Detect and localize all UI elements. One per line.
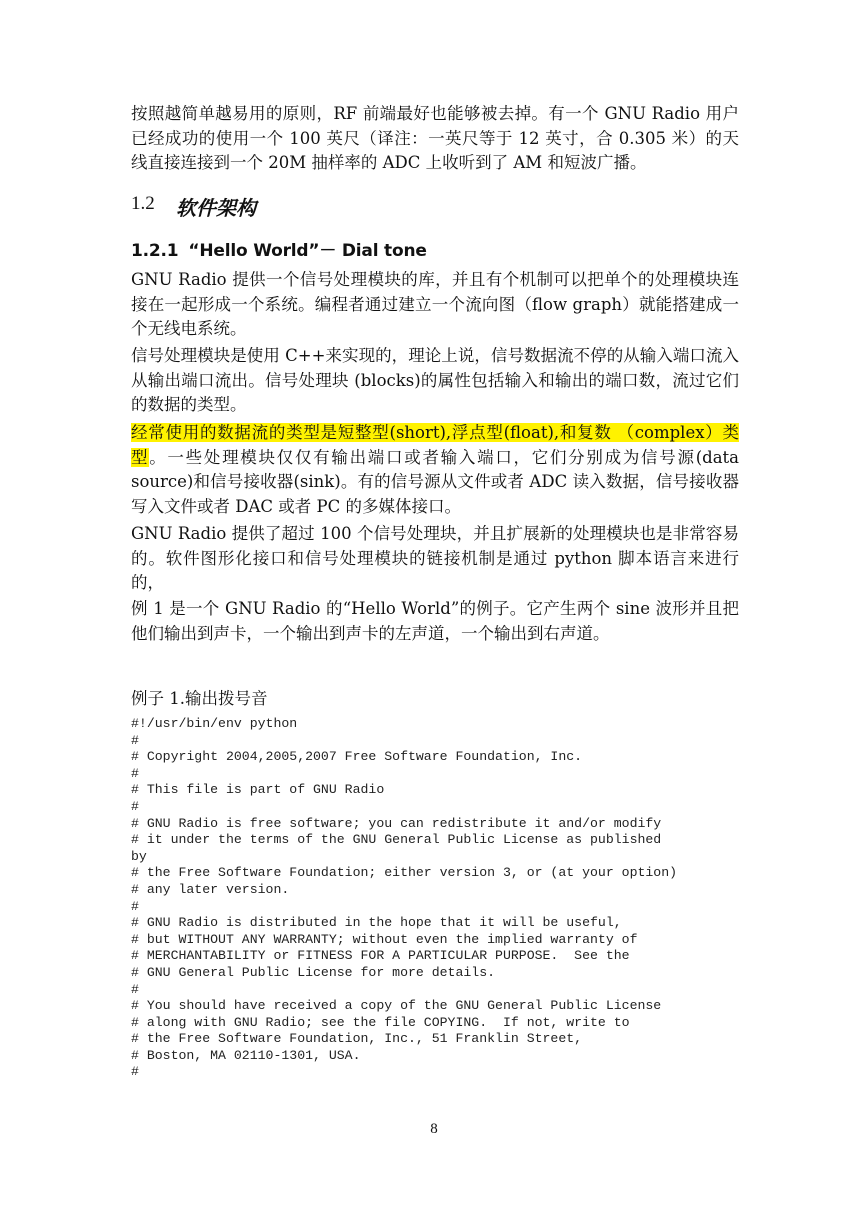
section-title: 软件架构 (176, 196, 256, 220)
code-line: # the Free Software Foundation, Inc., 51 Franklin Street, (131, 1031, 583, 1047)
code-line: # (131, 898, 139, 914)
code-line: # Copyright 2004,2005,2007 Free Software Foundation, Inc. (131, 749, 583, 765)
code-line: # it under the terms of the GNU General Public License as published (131, 832, 662, 848)
gnuradio-library-paragraph: GNU Radio 提供一个信号处理模块的库，并且有个机制可以把单个的处理模块连接在一起形成一个系统。编程者通过建立一个流向图（flow graph）就能搭建成一个无线电系统。 (131, 270, 739, 338)
subsection-title: “Hello World”－ Dial tone (188, 241, 427, 261)
example-intro-paragraph: 例 1 是一个 GNU Radio 的“Hello World”的例子。它产生两个 sine 波形并且把他们输出到声卡，一个输出到声卡的左声道，一个输出到右声道。 (131, 599, 739, 643)
code-line: # (131, 765, 139, 781)
code-line: # (131, 1064, 139, 1080)
code-line: # GNU Radio is distributed in the hope that it will be useful, (131, 915, 622, 931)
data-types-paragraph (131, 421, 739, 519)
section-number: 1.2 (131, 193, 155, 214)
code-listing (131, 716, 677, 1081)
code-line: # along with GNU Radio; see the file COPYING. If not, write to (131, 1014, 630, 1030)
code-line: # but WITHOUT ANY WARRANTY; without even the implied warranty of (131, 931, 638, 947)
code-line: # Boston, MA 02110-1301, USA. (131, 1047, 361, 1063)
subsection-heading (131, 236, 427, 261)
code-line: # any later version. (131, 881, 290, 897)
code-line: # GNU General Public License for more details. (131, 964, 496, 980)
intro-paragraph: 按照越简单越易用的原则，RF 前端最好也能够被去掉。有一个 GNU Radio 用户已经成功的使用一个 100 英尺（译注：一英尺等于 12 英寸，合 0.305 米）的天线直接连接到一个 20M 抽样率的 ADC 上收听到了 AM 和短波广播。 (131, 104, 739, 172)
code-line: #!/usr/bin/env python (131, 716, 298, 731)
code-line: # (131, 981, 139, 997)
data-types-rest: 。一些处理模块仅仅有输出端口或者输入端口，它们分别成为信号源(data source)和信号接收器(sink)。有的信号源从文件或者 ADC 读入数据，信号接收器写入文件或者 DAC 或者 PC 的多媒体接口。 (131, 447, 739, 516)
page-number: 8 (430, 1121, 438, 1137)
signal-blocks-paragraph: 信号处理模块是使用 C++来实现的，理论上说，信号数据流不停的从输入端口流入从输出端口流出。信号处理块 (blocks)的属性包括输入和输出的端口数，流过它们的数据的类型。 (131, 346, 739, 414)
code-line: # GNU Radio is free software; you can redistribute it and/or modify (131, 815, 662, 831)
python-paragraph: GNU Radio 提供了超过 100 个信号处理块，并且扩展新的处理模块也是非常容易的。软件图形化接口和信号处理模块的链接机制是通过 python 脚本语言来进行的， (131, 524, 739, 592)
example-caption: 例子 1.输出拨号音 (131, 689, 268, 708)
code-line: # MERCHANTABILITY or FITNESS FOR A PARTICULAR PURPOSE. See the (131, 948, 630, 964)
code-line: # This file is part of GNU Radio (131, 782, 385, 798)
highlighted-text: 经常使用的数据流的类型是短整型(short),浮点型(float),和复数 （complex）类型 (131, 423, 739, 467)
code-line: # (131, 798, 139, 814)
code-line: by (131, 848, 147, 864)
code-line: # You should have received a copy of the GNU General Public License (131, 998, 662, 1014)
code-line: # (131, 732, 139, 748)
subsection-number: 1.2.1 (131, 241, 179, 261)
code-line: # the Free Software Foundation; either version 3, or (at your option) (131, 865, 678, 881)
